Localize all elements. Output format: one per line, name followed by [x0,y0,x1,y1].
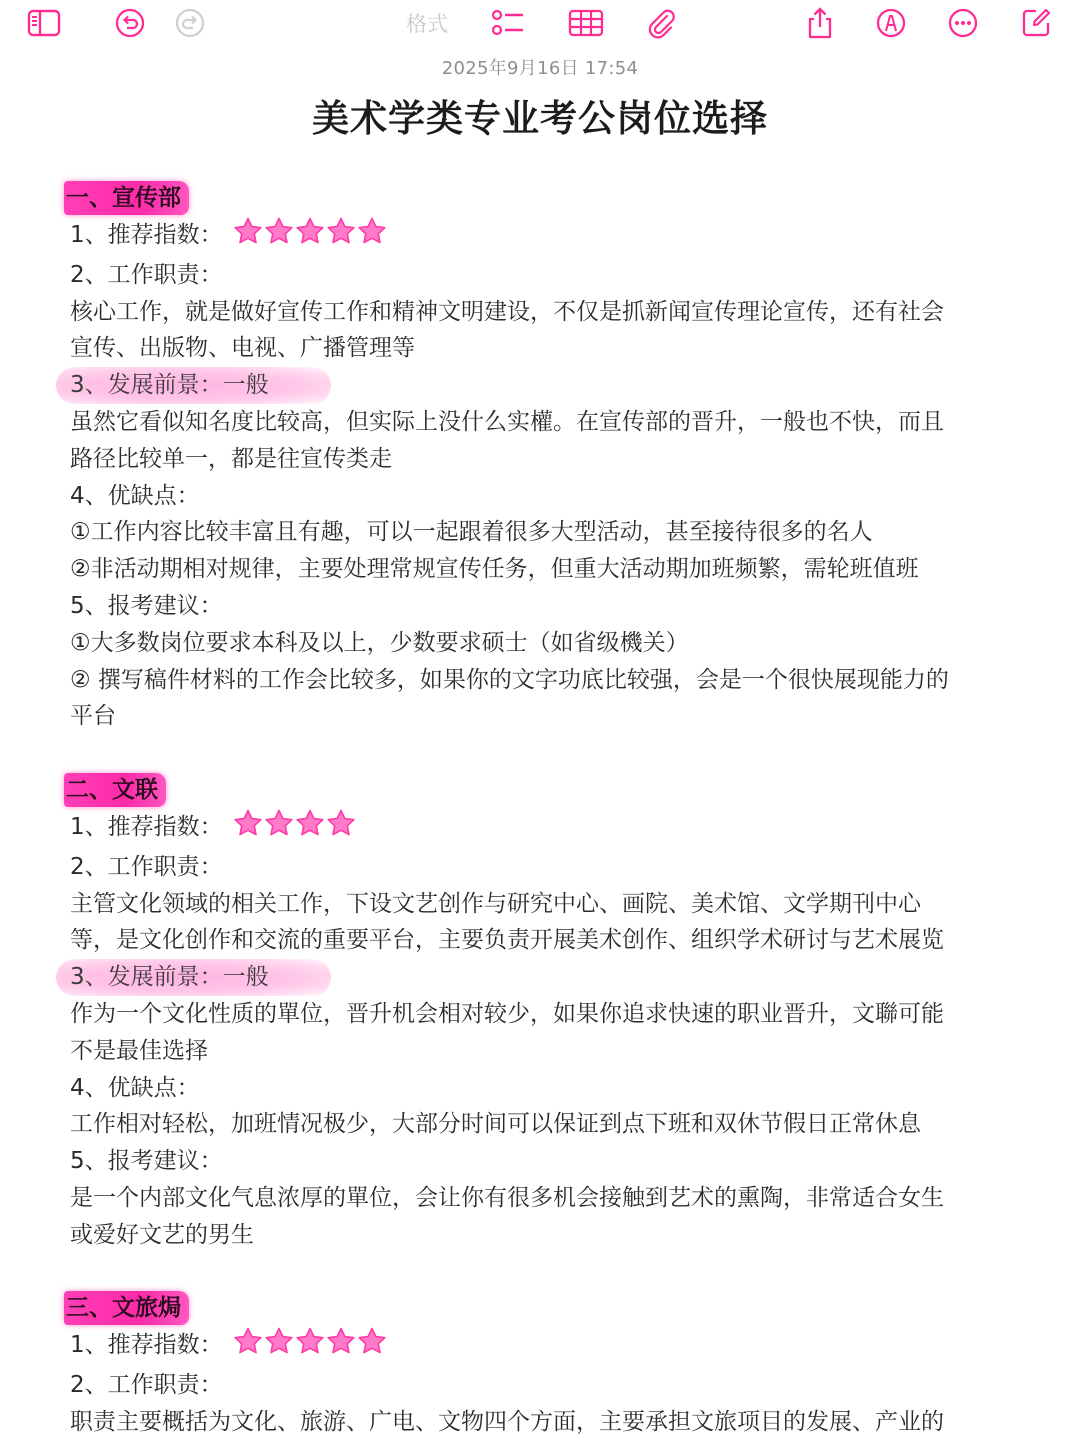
star-icon [326,217,356,245]
duties-text: 等，是文化创作和交流的重要平台，主要负责开展美术创作、组织学术研讨与艺术展览 [70,927,944,954]
star-icon [264,217,294,245]
table-icon [568,8,604,38]
note-section [66,1290,1005,1440]
note-title[interactable]: 美术学类专业考公岗位选择 [312,97,768,140]
star-icon [233,1327,263,1355]
table-button[interactable] [568,6,604,40]
duties-text: 宣传、出版物、电视、广播管理等 [70,335,415,362]
star-icon [295,809,325,837]
prospects-text: 虽然它看似知名度比较高，但实际上没什么实權。在宣传部的晋升，一般也不快，而且 [70,408,944,435]
star-icon [264,809,294,837]
duties-label: 2、工作职责： [70,261,223,288]
note-section [66,180,1005,735]
advice-item: 是一个内部文化气息浓厚的單位，会让你有很多机会接触到艺术的熏陶，非常适合女生 [70,1184,944,1211]
note-body[interactable] [66,180,1005,1440]
compose-button[interactable] [1018,6,1054,40]
section-heading: 一、宣传部 [64,181,189,215]
pros-cons-label: 4、优缺点： [70,1074,200,1101]
star-icon [357,1327,387,1355]
undo-icon [114,7,146,39]
advice-item: 或爱好文艺的男生 [70,1221,254,1248]
markup-button[interactable] [873,6,909,40]
star-icon [295,217,325,245]
prospects-text: 路径比较单一，都是往宣传类走 [70,445,392,472]
share-icon [805,6,835,40]
undo-button[interactable] [112,6,148,40]
format-button[interactable]: 格式 [406,12,448,36]
duties-label: 2、工作职责： [70,1372,223,1399]
duties-text: 职责主要概括为文化、旅游、广电、文物四个方面，主要承担文旅项目的发展、产业的 [70,1408,944,1435]
more-options-button[interactable] [945,6,981,40]
advice-label: 5、报考建议： [70,592,223,619]
rating-label: 1、推荐指数： [70,1332,223,1359]
markup-pen-icon [875,7,907,39]
pros-cons-label: 4、优缺点： [70,482,200,509]
advice-item: ①大多数岗位要求本科及以上，少数要求硕士（如省级機关） [70,629,689,656]
paperclip-icon [645,7,677,39]
prospects-label: 3、发展前景：一般 [56,959,331,996]
note-section [66,772,1005,1254]
advice-item: 平台 [70,703,116,730]
prospects-text: 不是最佳选择 [70,1037,208,1064]
advice-item: ② 撰写稿件材料的工作会比较多，如果你的文字功底比较强，会是一个很快展现能力的 [70,666,949,693]
star-icon [326,1327,356,1355]
compose-icon [1020,7,1052,39]
duties-text: 核心工作，就是做好宣传工作和精神文明建设，不仅是抓新闻宣传理论宣传，还有社会 [70,298,944,325]
advice-label: 5、报考建议： [70,1148,223,1175]
share-button[interactable] [802,6,838,40]
duties-text: 主管文化领域的相关工作，下设文艺创作与研究中心、画院、美术馆、文学期刊中心 [70,890,921,917]
note-timestamp: 2025年9月16日 17:54 [441,58,639,79]
star-icon [233,809,263,837]
more-icon [947,7,979,39]
prospects-text: 作为一个文化性质的單位，晋升机会相对较少，如果你追求快速的职业晋升，文聯可能 [70,1000,944,1027]
star-icon [233,217,263,245]
rating-label: 1、推荐指数： [70,813,223,840]
star-icon [357,217,387,245]
rating-label: 1、推荐指数： [70,222,223,248]
redo-icon [174,7,206,39]
sidebar-icon [27,9,61,37]
duties-label: 2、工作职责： [70,853,223,880]
attachment-button[interactable] [643,6,679,40]
star-icon [326,809,356,837]
star-icon [264,1327,294,1355]
section-heading: 三、文旅焗 [64,1291,189,1325]
prospects-label: 3、发展前景：一般 [56,367,331,404]
pros-cons-item: ②非活动期相对规律，主要处理常规宣传任务，但重大活动期加班频繁，需轮班值班 [70,556,919,583]
star-icon [295,1327,325,1355]
redo-button[interactable] [172,6,208,40]
section-heading: 二、文联 [64,773,166,807]
pros-cons-item: 工作相对轻松，加班情况极少，大部分时间可以保证到点下班和双休节假日正常休息 [70,1111,921,1138]
note-toolbar [0,0,1080,48]
pros-cons-item: ①工作内容比较丰富且有趣，可以一起跟着很多大型活动，甚至接待很多的名人 [70,519,873,546]
star-rating [233,1327,388,1367]
star-rating [233,217,388,257]
checklist-button[interactable] [490,6,526,40]
star-rating [233,809,357,849]
checklist-icon [490,7,526,39]
sidebar-toggle-button[interactable] [26,6,62,40]
